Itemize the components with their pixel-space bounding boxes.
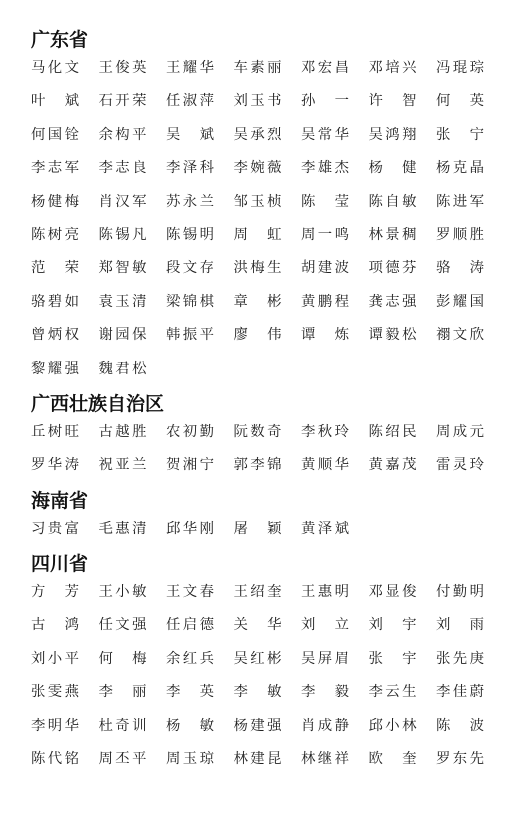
person-name: 龚 志 强 bbox=[368, 293, 417, 310]
person-name: 邱 华 刚 bbox=[166, 520, 214, 537]
person-name: 古 越 胜 bbox=[98, 423, 147, 440]
person-name: 李 婉 薇 bbox=[233, 160, 282, 177]
person-name: 吴 常 华 bbox=[301, 126, 349, 143]
person-name: 习 贵 富 bbox=[31, 520, 79, 537]
person-name: 黄 鹏 程 bbox=[301, 293, 349, 310]
person-name: 周 虹 bbox=[233, 226, 282, 243]
person-name: 任 文 强 bbox=[98, 617, 147, 634]
person-name: 韩 振 平 bbox=[166, 327, 214, 344]
person-name: 杜 奇 训 bbox=[98, 717, 147, 734]
person-name: 杨 建 强 bbox=[233, 717, 282, 734]
person-name: 陈 锡 明 bbox=[166, 226, 214, 243]
person-name: 丘 树 旺 bbox=[31, 423, 79, 440]
person-name: 林 建 昆 bbox=[233, 751, 282, 768]
person-name: 吴 承 烈 bbox=[233, 126, 282, 143]
province-section bbox=[31, 483, 491, 546]
person-name: 杨 敏 bbox=[166, 717, 214, 734]
person-name: 任 淑 萍 bbox=[166, 93, 214, 110]
person-name: 王 小 敏 bbox=[98, 584, 147, 601]
person-name: 李 秋 玲 bbox=[301, 423, 349, 440]
person-name: 邓 培 兴 bbox=[368, 60, 417, 76]
person-name: 罗 顺 胜 bbox=[436, 226, 484, 243]
name-grid bbox=[31, 513, 491, 546]
person-name: 黎 耀 强 bbox=[31, 360, 79, 377]
person-name: 肖 汉 军 bbox=[98, 193, 147, 210]
person-name: 何 国 铨 bbox=[31, 126, 79, 143]
person-name: 李 志 良 bbox=[98, 160, 147, 177]
person-name: 洪 梅 生 bbox=[233, 260, 282, 277]
person-name: 周 玉 琼 bbox=[166, 751, 214, 768]
person-name: 谢 园 保 bbox=[98, 327, 147, 344]
person-name: 刘 雨 bbox=[436, 617, 484, 634]
person-name: 杨 健 bbox=[368, 160, 417, 177]
person-name: 骆 碧 如 bbox=[31, 293, 79, 310]
person-name: 袁 玉 清 bbox=[98, 293, 147, 310]
person-name: 邱 小 林 bbox=[368, 717, 417, 734]
person-name: 林 景 稠 bbox=[368, 226, 417, 243]
person-name: 梁 锦 棋 bbox=[166, 293, 214, 310]
person-name: 杨 健 梅 bbox=[31, 193, 79, 210]
person-name: 黄 嘉 茂 bbox=[368, 457, 417, 474]
person-name: 苏 永 兰 bbox=[166, 193, 214, 210]
person-name: 周 成 元 bbox=[436, 423, 484, 440]
person-name: 李 明 华 bbox=[31, 717, 79, 734]
person-name: 邹 玉 桢 bbox=[233, 193, 282, 210]
person-name: 陈 树 亮 bbox=[31, 226, 79, 243]
person-name: 章 彬 bbox=[233, 293, 282, 310]
person-name: 骆 涛 bbox=[436, 260, 484, 277]
person-name: 余 构 平 bbox=[98, 126, 147, 143]
person-name: 李 志 军 bbox=[31, 160, 79, 177]
person-name: 李 佳 蔚 bbox=[436, 684, 484, 701]
person-name: 农 初 勤 bbox=[166, 423, 214, 440]
person-name: 关 华 bbox=[233, 617, 282, 634]
person-name: 雷 灵 玲 bbox=[436, 457, 484, 474]
person-name: 邓 宏 昌 bbox=[301, 60, 349, 76]
person-name: 张 雯 燕 bbox=[31, 684, 79, 701]
province-heading: 广东省 bbox=[31, 29, 89, 51]
province-section bbox=[31, 22, 491, 386]
person-name: 范 荣 bbox=[31, 260, 79, 277]
person-name: 刘 宇 bbox=[368, 617, 417, 634]
person-name: 罗 东 先 bbox=[436, 751, 484, 768]
person-name: 廖 伟 bbox=[233, 327, 282, 344]
person-name: 陈 绍 民 bbox=[368, 423, 417, 440]
person-name: 毛 惠 清 bbox=[98, 520, 147, 537]
person-name: 曾 炳 权 bbox=[31, 327, 79, 344]
person-name: 谭 毅 松 bbox=[368, 327, 417, 344]
person-name: 杨 克 晶 bbox=[436, 160, 484, 177]
person-name: 禤 文 欣 bbox=[436, 327, 484, 344]
province-heading: 海南省 bbox=[31, 489, 89, 512]
person-name: 何 梅 bbox=[98, 650, 147, 667]
name-grid bbox=[31, 576, 491, 776]
person-name: 张 宇 bbox=[368, 650, 417, 667]
person-name: 张 先 庚 bbox=[436, 650, 484, 667]
person-name: 许 智 bbox=[368, 93, 417, 110]
person-name: 欧 奎 bbox=[368, 751, 417, 768]
person-name: 陈 莹 bbox=[301, 193, 349, 210]
person-name: 彭 耀 国 bbox=[436, 293, 484, 310]
person-name: 祝 亚 兰 bbox=[98, 457, 147, 474]
person-name: 李 英 bbox=[166, 684, 214, 701]
person-name: 贺 湘 宁 bbox=[166, 457, 214, 474]
person-name: 李 丽 bbox=[98, 684, 147, 701]
name-grid bbox=[31, 52, 491, 386]
person-name: 马 化 文 bbox=[31, 60, 79, 76]
person-name: 陈 锡 凡 bbox=[98, 226, 147, 243]
province-section bbox=[31, 546, 491, 776]
person-name: 冯 琨 琮 bbox=[436, 60, 484, 76]
person-name: 王 耀 华 bbox=[166, 60, 214, 76]
person-name: 何 英 bbox=[436, 93, 484, 110]
person-name: 林 继 祥 bbox=[301, 751, 349, 768]
person-name: 方 芳 bbox=[31, 584, 79, 601]
person-name: 胡 建 波 bbox=[301, 260, 349, 277]
person-name: 李 毅 bbox=[301, 684, 349, 701]
person-name: 李 泽 科 bbox=[166, 160, 214, 177]
person-name: 陈 代 铭 bbox=[31, 751, 79, 768]
person-name: 吴 鸿 翔 bbox=[368, 126, 417, 143]
person-name: 罗 华 涛 bbox=[31, 457, 79, 474]
person-name: 魏 君 松 bbox=[98, 360, 147, 377]
person-name: 陈 波 bbox=[436, 717, 484, 734]
person-name: 王 文 春 bbox=[166, 584, 214, 601]
name-grid bbox=[31, 416, 491, 483]
person-name: 周 丕 平 bbox=[98, 751, 147, 768]
person-name: 刘 小 平 bbox=[31, 650, 79, 667]
person-name: 孙 一 bbox=[301, 93, 349, 110]
person-name: 石 开 荣 bbox=[98, 93, 147, 110]
person-name: 吴 斌 bbox=[166, 126, 214, 143]
person-name: 谭 炼 bbox=[301, 327, 349, 344]
person-name: 李 雄 杰 bbox=[301, 160, 349, 177]
person-name: 黄 泽 斌 bbox=[301, 520, 349, 537]
person-name: 周 一 鸣 bbox=[301, 226, 349, 243]
person-name: 邓 显 俊 bbox=[368, 584, 417, 601]
person-name: 吴 红 彬 bbox=[233, 650, 282, 667]
person-name: 刘 玉 书 bbox=[233, 93, 282, 110]
person-name: 项 德 芬 bbox=[368, 260, 417, 277]
person-name: 肖 成 静 bbox=[301, 717, 349, 734]
person-name: 王 俊 英 bbox=[98, 60, 147, 76]
province-heading: 四川省 bbox=[31, 553, 89, 576]
person-name: 任 启 德 bbox=[166, 617, 214, 634]
person-name: 刘 立 bbox=[301, 617, 349, 634]
person-name: 陈 进 军 bbox=[436, 193, 484, 210]
person-name: 黄 顺 华 bbox=[301, 457, 349, 474]
person-name: 李 敏 bbox=[233, 684, 282, 701]
person-name: 段 文 存 bbox=[166, 260, 214, 277]
person-name: 郭 李 锦 bbox=[233, 457, 282, 474]
person-name: 王 绍 奎 bbox=[233, 584, 282, 601]
person-name: 车 素 丽 bbox=[233, 60, 282, 76]
person-name: 屠 颖 bbox=[233, 520, 282, 537]
name-list-document bbox=[31, 22, 491, 776]
person-name: 古 鸿 bbox=[31, 617, 79, 634]
person-name: 张 宁 bbox=[436, 126, 484, 143]
province-section bbox=[31, 386, 491, 483]
person-name: 陈 自 敏 bbox=[368, 193, 417, 210]
province-heading: 广西壮族自治区 bbox=[31, 392, 165, 415]
person-name: 付 勤 明 bbox=[436, 584, 484, 601]
person-name: 阮 数 奇 bbox=[233, 423, 282, 440]
person-name: 余 红 兵 bbox=[166, 650, 214, 667]
person-name: 叶 斌 bbox=[31, 93, 79, 110]
person-name: 吴 屏 眉 bbox=[301, 650, 349, 667]
person-name: 王 惠 明 bbox=[301, 584, 349, 601]
person-name: 李 云 生 bbox=[368, 684, 417, 701]
person-name: 郑 智 敏 bbox=[98, 260, 147, 277]
